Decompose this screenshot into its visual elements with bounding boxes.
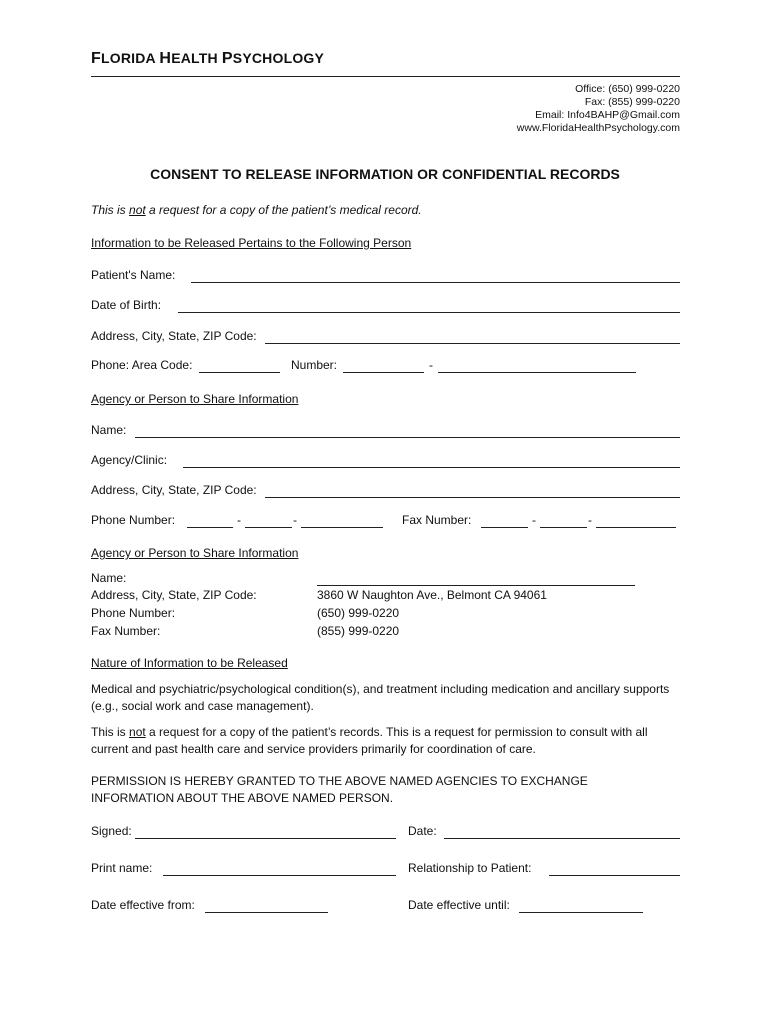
org-name-letter: P: [221, 50, 233, 67]
contact-block: [517, 83, 680, 135]
org-name-part: EALTH: [171, 50, 222, 66]
date-field[interactable]: [444, 826, 680, 839]
dob-field[interactable]: [178, 300, 680, 313]
recipient-name-label: Name:: [91, 571, 127, 585]
agency-phone-area-field[interactable]: [187, 515, 233, 528]
section-heading-agency-recipient: Agency or Person to Share Information: [91, 546, 299, 560]
agency-fax-dash: -: [532, 513, 536, 527]
agency-phone-prefix-field[interactable]: [245, 515, 292, 528]
signed-label: Signed:: [91, 824, 132, 838]
nature-paragraph: Medical and psychiatric/psychological condition(s), and treatment including medication and ancillary supports (e.g., social work and case management).: [91, 682, 670, 713]
agency-fax-label: Fax Number:: [402, 513, 472, 527]
org-name-part: LORIDA: [100, 50, 160, 66]
recipient-fax-value: (855) 999-0220: [317, 624, 400, 638]
effective-from-field[interactable]: [205, 900, 328, 913]
permission-statement: PERMISSION IS HEREBY GRANTED TO THE ABOVE NAMED AGENCIES TO EXCHANGE INFORMATION ABOUT THE ABOVE NAMED PERSON.: [91, 774, 588, 805]
agency-fax-line-field[interactable]: [596, 515, 676, 528]
recipient-address-value: 3860 W Naughton Ave., Belmont CA 94061: [317, 588, 547, 602]
relationship-label: Relationship to Patient:: [408, 861, 532, 875]
consult-paragraph: [91, 724, 681, 758]
phone-prefix-field[interactable]: [343, 360, 424, 373]
agency-fax-area-field[interactable]: [481, 515, 528, 528]
patient-name-field[interactable]: [191, 270, 680, 283]
effective-from-label: Date effective from:: [91, 898, 195, 912]
agency-clinic-field[interactable]: [183, 455, 680, 468]
agency-fax-dash: -: [588, 513, 592, 527]
consult-text: This is: [91, 725, 130, 739]
phone-area-field[interactable]: [199, 360, 280, 373]
agency-name-label: Name:: [91, 423, 127, 437]
date-label: Date:: [408, 824, 437, 838]
recipient-address-label: Address, City, State, ZIP Code:: [91, 588, 257, 602]
print-name-field[interactable]: [163, 863, 396, 876]
notice-text: This is: [91, 203, 130, 217]
fax-number: Fax: (855) 999-0220: [584, 96, 680, 108]
recipient-fax-label: Fax Number:: [91, 624, 161, 638]
notice-text: a request for a copy of the patient’s medical record.: [145, 203, 422, 217]
agency-fax-prefix-field[interactable]: [540, 515, 587, 528]
phone-line-field[interactable]: [438, 360, 636, 373]
org-name: [91, 50, 324, 68]
email-address: Email: Info4BAHP@Gmail.com: [535, 109, 680, 121]
agency-phone-dash: -: [293, 513, 297, 527]
patient-name-label: Patient's Name:: [91, 268, 176, 282]
patient-address-field[interactable]: [265, 331, 680, 344]
header-divider: [91, 76, 680, 77]
section-heading-nature: Nature of Information to be Released: [91, 656, 288, 670]
phone-number-label: Number:: [291, 358, 338, 372]
office-phone: Office: (650) 999-0220: [575, 83, 680, 95]
phone-area-label: Phone: Area Code:: [91, 358, 193, 372]
effective-until-label: Date effective until:: [408, 898, 510, 912]
recipient-phone-label: Phone Number:: [91, 606, 176, 620]
agency-name-field[interactable]: [135, 425, 680, 438]
relationship-field[interactable]: [549, 863, 680, 876]
notice-line: [91, 203, 422, 217]
agency-address-field[interactable]: [265, 485, 680, 498]
org-name-letter: F: [91, 50, 101, 67]
agency-phone-dash: -: [237, 513, 241, 527]
form-title: CONSENT TO RELEASE INFORMATION OR CONFIDENTIAL RECORDS: [150, 166, 620, 182]
dob-label: Date of Birth:: [91, 298, 162, 312]
agency-phone-label: Phone Number:: [91, 513, 176, 527]
section-heading-agency: Agency or Person to Share Information: [91, 392, 299, 406]
org-name-letter: H: [159, 50, 172, 67]
phone-dash: -: [429, 358, 433, 372]
consult-emphasis: not: [129, 725, 146, 739]
patient-address-label: Address, City, State, ZIP Code:: [91, 329, 257, 343]
signature-field[interactable]: [135, 826, 396, 839]
website-link: www.FloridaHealthPsychology.com: [516, 122, 680, 134]
effective-until-field[interactable]: [519, 900, 643, 913]
recipient-phone-value: (650) 999-0220: [317, 606, 400, 620]
agency-phone-line-field[interactable]: [301, 515, 383, 528]
section-heading-patient: Information to be Released Pertains to the Following Person: [91, 236, 412, 250]
notice-emphasis: not: [129, 203, 146, 217]
print-name-label: Print name:: [91, 861, 153, 875]
recipient-name-field[interactable]: [317, 573, 635, 586]
agency-address-label: Address, City, State, ZIP Code:: [91, 483, 257, 497]
consult-text: a request for a copy of the patient’s records. This is a request for permission to consult with all current and past health care and service providers primarily for coordination of care.: [91, 725, 648, 756]
agency-clinic-label: Agency/Clinic:: [91, 453, 168, 467]
org-name-part: SYCHOLOGY: [232, 50, 325, 66]
